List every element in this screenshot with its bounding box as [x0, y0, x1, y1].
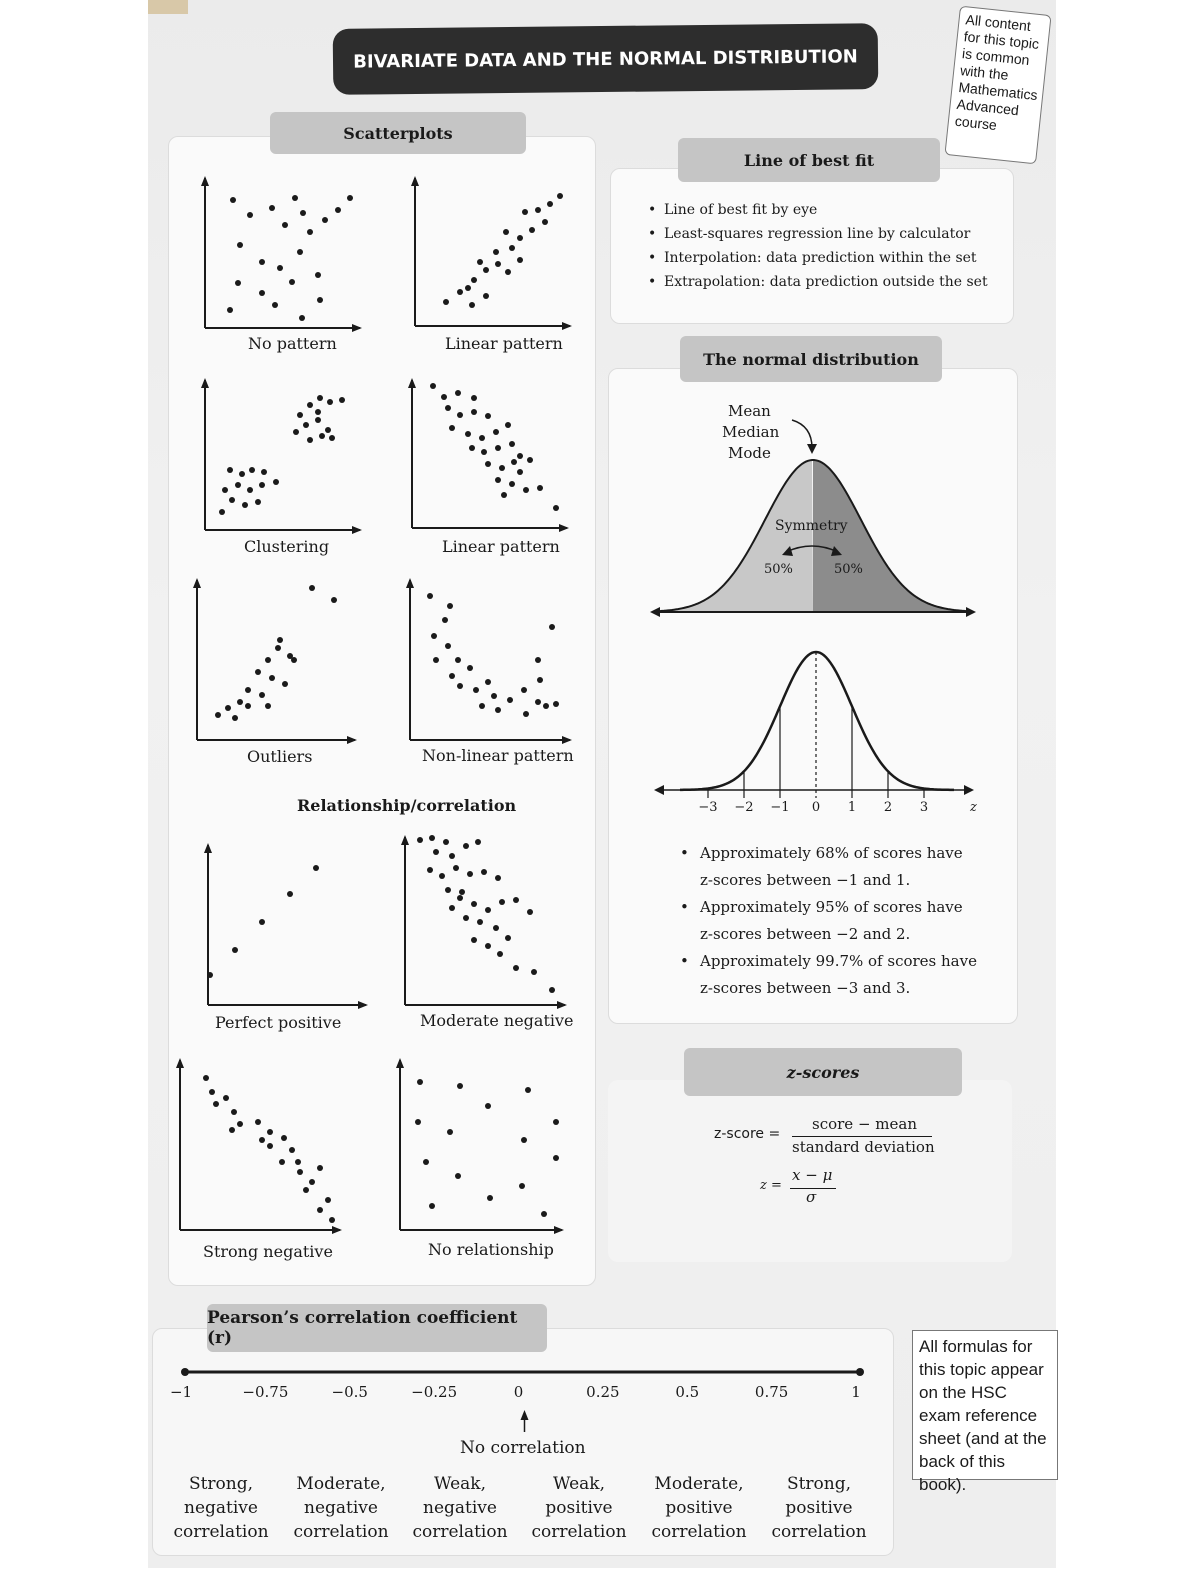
plot-label-linear-pattern-1: Linear pattern [445, 334, 563, 353]
median-label: Median [722, 423, 780, 441]
z-symbol-denominator: σ [806, 1188, 817, 1206]
symmetry-label: Symmetry [775, 518, 848, 534]
correlation-tick-label: −1 [169, 1383, 193, 1401]
correlation-category [531, 1472, 626, 1544]
z-tick-label: 0 [811, 800, 821, 815]
z-symbol-numerator: x − μ [792, 1166, 833, 1184]
z-tick-label: −2 [734, 800, 754, 815]
relationship-heading: Relationship/correlation [297, 796, 517, 815]
correlation-category-line: correlation [651, 1522, 747, 1542]
right-half-percent: 50% [834, 562, 863, 577]
correlation-category-line: Strong, [786, 1474, 852, 1494]
plot-label-no-relationship: No relationship [428, 1240, 554, 1259]
plot-label-non-linear: Non-linear pattern [422, 746, 574, 765]
z-tick-label: 3 [919, 800, 929, 815]
correlation-tick-label: 1 [851, 1383, 861, 1401]
correlation-tick-label: −0.25 [411, 1383, 458, 1401]
correlation-category [412, 1472, 507, 1544]
correlation-category-line: correlation [412, 1522, 508, 1542]
correlation-tick-label: 0.75 [754, 1383, 789, 1401]
correlation-category-line: Moderate, [296, 1474, 386, 1494]
list-item: • Extrapolation: data prediction outside the set [648, 270, 1008, 294]
formula-reference-note: All formulas for this topic appear on the HSC exam reference sheet (and at the back of this book). [912, 1330, 1058, 1480]
pearson-heading: Pearson’s correlation coefficient (r) [207, 1304, 547, 1352]
left-half-percent: 50% [764, 562, 793, 577]
correlation-tick-label: 0 [513, 1383, 524, 1401]
correlation-category-line: Moderate, [654, 1474, 744, 1494]
list-item: • Least-squares regression line by calculator [648, 222, 1008, 246]
correlation-tick-label: −0.5 [331, 1383, 368, 1401]
list-item: • Line of best fit by eye [648, 198, 1008, 222]
page-title: BIVARIATE DATA AND THE NORMAL DISTRIBUTION [333, 23, 879, 95]
plot-label-linear-pattern-2: Linear pattern [442, 537, 560, 556]
correlation-category-line: positive [785, 1498, 853, 1518]
z-tick-label: 1 [847, 800, 857, 815]
no-correlation-label: No correlation [460, 1438, 586, 1458]
list-item: • Approximately 68% of scores have z-scores between −1 and 1. [680, 840, 980, 894]
list-item: • Approximately 95% of scores have z-scores between −2 and 2. [680, 894, 980, 948]
plot-label-strong-negative: Strong negative [203, 1242, 333, 1261]
z-symbol-lhs: z = [760, 1178, 782, 1193]
correlation-category [173, 1472, 268, 1544]
correlation-category-line: negative [184, 1498, 258, 1518]
correlation-category-line: positive [665, 1498, 733, 1518]
z-axis-label: z [970, 800, 977, 815]
common-content-note: All content for this topic is common with the Mathematics Advanced course [944, 6, 1051, 165]
no-correlation-arrowhead [521, 1410, 529, 1420]
number-line-end [856, 1368, 864, 1376]
z-tick-label: 2 [883, 800, 893, 815]
plot-label-perfect-positive: Perfect positive [215, 1013, 342, 1032]
correlation-category-line: positive [545, 1498, 613, 1518]
correlation-category-line: correlation [771, 1522, 867, 1542]
correlation-category [771, 1472, 866, 1544]
correlation-category-line: negative [423, 1498, 497, 1518]
correlation-category [651, 1472, 746, 1544]
correlation-category-line: negative [304, 1498, 378, 1518]
correlation-category-line: correlation [173, 1522, 269, 1542]
line-of-best-fit-heading: Line of best fit [678, 138, 940, 182]
correlation-category [293, 1472, 388, 1544]
list-item: • Approximately 99.7% of scores have z-scores between −3 and 3. [680, 948, 980, 1002]
correlation-tick-label: 0.5 [675, 1383, 700, 1401]
correlation-category-line: correlation [293, 1522, 389, 1542]
correlation-category-line: Strong, [188, 1474, 254, 1494]
list-item: • Interpolation: data prediction within the set [648, 246, 1008, 270]
scatterplots-heading: Scatterplots [270, 112, 526, 154]
correlation-tick-label: −0.75 [242, 1383, 289, 1401]
z-score-denominator: standard deviation [792, 1138, 935, 1156]
z-score-word-lhs: z-score = [714, 1126, 781, 1142]
z-tick-label: −1 [770, 800, 790, 815]
plot-label-no-pattern: No pattern [248, 334, 337, 353]
correlation-category-line: Weak, [553, 1474, 605, 1494]
correlation-category-line: Weak, [434, 1474, 486, 1494]
correlation-category-line: correlation [531, 1522, 627, 1542]
mode-label: Mode [728, 444, 771, 462]
correlation-tick-label: 0.25 [586, 1383, 620, 1401]
number-line-start [181, 1368, 189, 1376]
normal-distribution-heading: The normal distribution [680, 336, 942, 382]
plot-label-clustering: Clustering [244, 537, 330, 556]
z-score-numerator: score − mean [812, 1115, 917, 1133]
plot-label-outliers: Outliers [247, 747, 313, 766]
mean-label: Mean [728, 402, 771, 420]
plot-label-moderate-negative: Moderate negative [420, 1011, 574, 1030]
z-tick-label: −3 [698, 800, 718, 815]
z-scores-heading: z-scores [684, 1048, 962, 1096]
